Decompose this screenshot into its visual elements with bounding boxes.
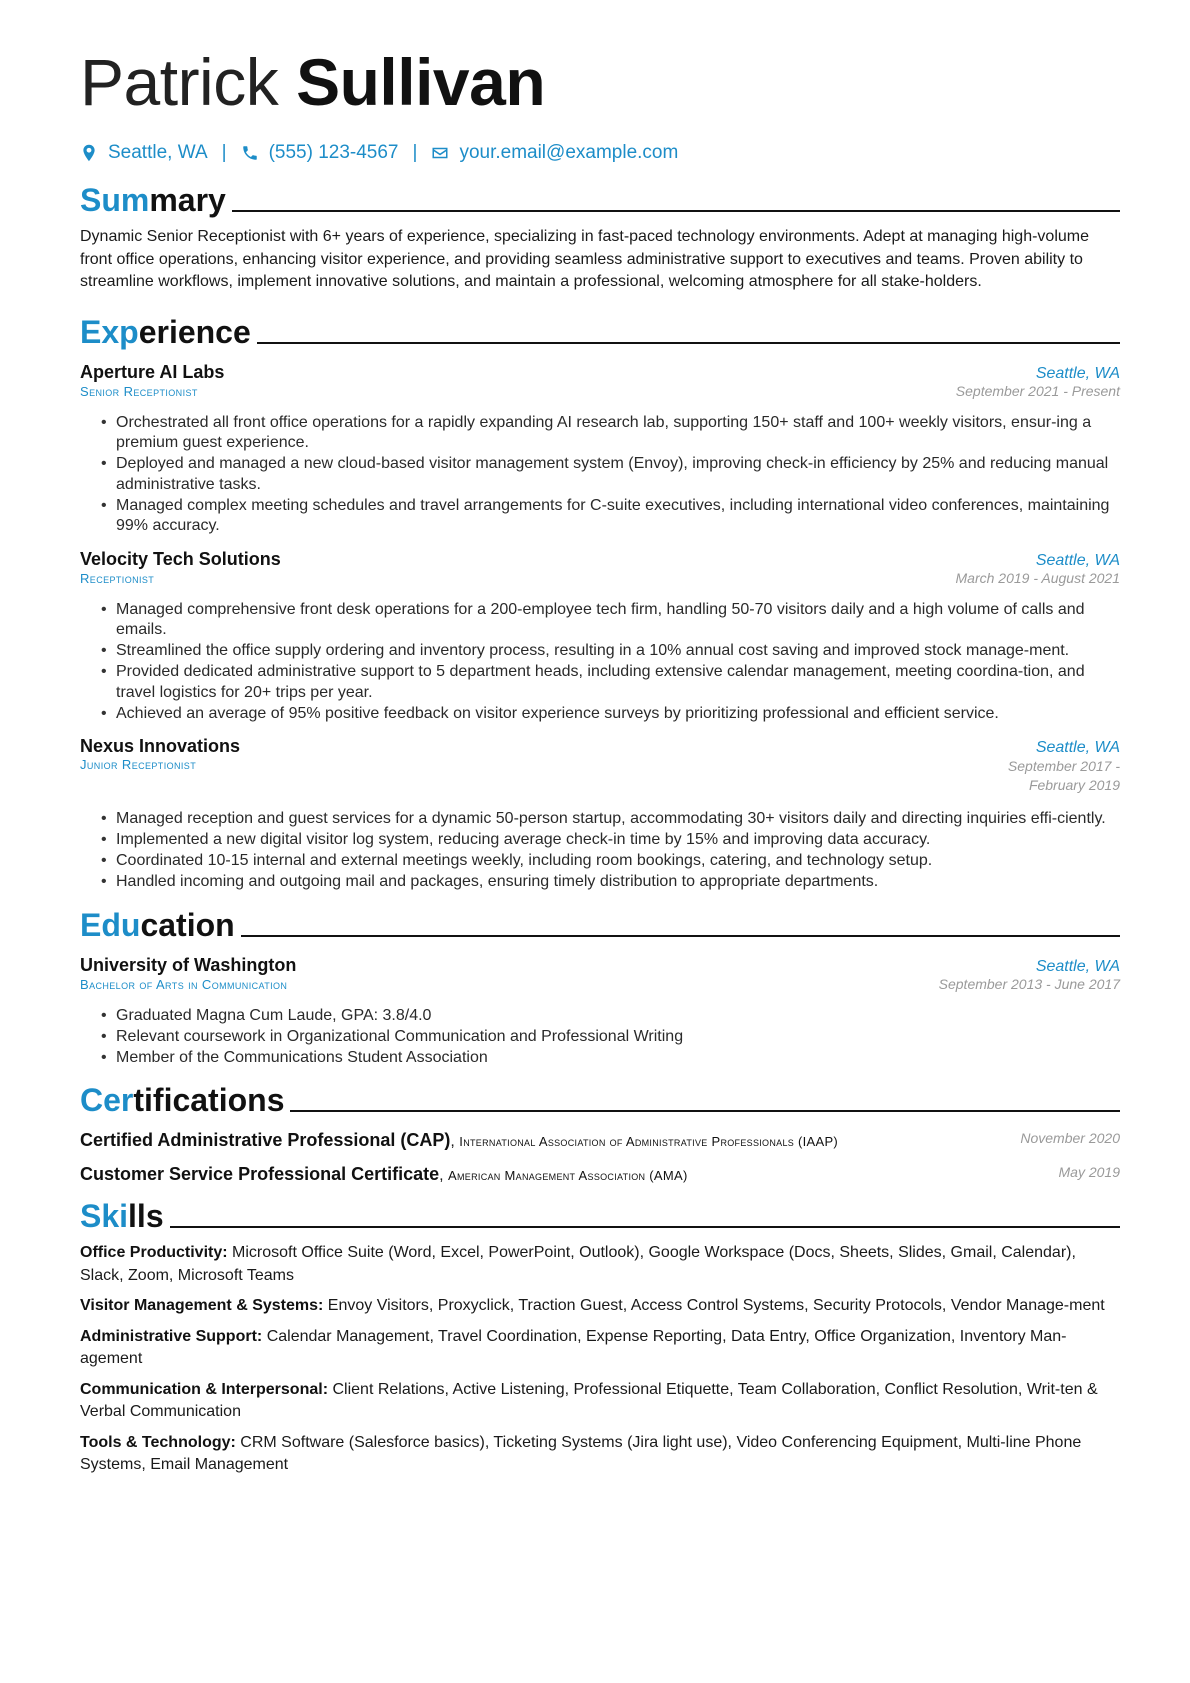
section-rule [257, 342, 1120, 344]
section-title: Experience [80, 313, 251, 350]
skill-value: Client Relations, Active Listening, Professional Etiquette, Team Collaboration, Conflict Resolution, Writ-ten & Verbal Communication [80, 1380, 1098, 1420]
skill-row [80, 1432, 1120, 1477]
last-name: Sullivan [296, 45, 546, 119]
skill-label: Office Productivity: [80, 1244, 228, 1261]
section-title: Skills [80, 1198, 164, 1234]
job-entry [80, 362, 1120, 537]
phone-icon [241, 144, 259, 162]
contact-separator: | [221, 142, 227, 163]
skill-row [80, 1295, 1120, 1318]
job-bullets [80, 600, 1120, 725]
certification-issuer: International Association of Administrative Professionals (IAAP) [459, 1134, 839, 1149]
first-name: Patrick [80, 45, 279, 119]
certification-name: Customer Service Professional Certificate [80, 1164, 440, 1184]
contact-separator: | [412, 142, 418, 163]
job-entry [80, 736, 1120, 893]
skill-label: Administrative Support: [80, 1327, 263, 1345]
section-title: Certifications [80, 1082, 285, 1118]
job-dates: September 2017 - February 2019 [1007, 758, 1120, 793]
bullet-item: • Member of the Communications Student Association [116, 1048, 1120, 1069]
section-summary-header [80, 178, 1120, 218]
certification-item: Certified Administrative Professional (CAP), International Association of Administrative Professionals (IAAP) November 2020 [80, 1130, 1120, 1150]
bullet-item: • Streamlined the office supply ordering and inventory process, resulting in a 10% annual cost saving and improved stock manage-ment. [116, 641, 1120, 662]
section-rule [170, 1226, 1120, 1228]
school-location: Seattle, WA [1035, 957, 1120, 975]
skill-label: Visitor Management & Systems: [80, 1297, 324, 1314]
job-dates: September 2021 - Present [955, 382, 1120, 399]
job-entry [80, 549, 1120, 725]
company-name: Velocity Tech Solutions [80, 548, 281, 569]
education-dates: September 2013 - June 2017 [938, 975, 1120, 992]
envelope-icon [431, 144, 449, 162]
skill-row [80, 1242, 1120, 1287]
skill-value: Microsoft Office Suite (Word, Excel, PowerPoint, Outlook), Google Workspace (Docs, Sheets, Slides, Gmail, Calendar), Slack, Zoom, Microsoft Teams [80, 1244, 1076, 1284]
certification-name: Certified Administrative Professional (CAP) [80, 1130, 451, 1150]
contact-email[interactable] [431, 142, 678, 164]
summary-text: Dynamic Senior Receptionist with 6+ years of experience, specializing in fast-paced technology environments. Adept at managing high-volume front office operations, enhancing visitor experience, and providing seamless administrative support to executives and teams. Proven ability to streamline workflows, implement innovative solutions, and maintain a professional, welcoming atmosphere for all stake-holders. [80, 228, 1089, 290]
bullet-item: • Managed comprehensive front desk operations for a 200-employee tech firm, handling 50-70 visitors daily and a high volume of calls and emails. [116, 600, 1120, 641]
section-rule [232, 210, 1120, 212]
bullet-item: • Coordinated 10-15 internal and external meetings weekly, including room bookings, catering, and technology setup. [116, 851, 1120, 872]
job-title: Senior Receptionist [80, 383, 198, 399]
contact-location [80, 142, 208, 164]
email-text: your.email@example.com [459, 142, 679, 163]
certification-issuer: American Management Association (AMA) [448, 1168, 688, 1183]
bullet-item: • Graduated Magna Cum Laude, GPA: 3.8/4.0 [116, 1006, 1120, 1027]
job-bullets [80, 809, 1120, 893]
job-dates: March 2019 - August 2021 [955, 569, 1120, 586]
section-certifications-header [80, 1078, 1120, 1118]
company-name: Nexus Innovations [80, 736, 241, 756]
school-name: University of Washington [80, 954, 297, 975]
education-entry [80, 955, 1120, 1069]
skill-value: Envoy Visitors, Proxyclick, Traction Guest, Access Control Systems, Security Protocols, Vendor Manage-ment [327, 1297, 1105, 1314]
certification-item: Customer Service Professional Certificate, American Management Association (AMA) May 2019 [80, 1164, 1120, 1184]
contact-phone[interactable] [241, 142, 399, 164]
section-education-header [80, 903, 1120, 943]
certification-date: May 2019 [1058, 1164, 1120, 1180]
phone-text: (555) 123-4567 [268, 142, 399, 163]
bullet-item: • Relevant coursework in Organizational Communication and Professional Writing [116, 1027, 1120, 1048]
bullet-item: • Handled incoming and outgoing mail and packages, ensuring timely distribution to appropriate departments. [116, 872, 1120, 893]
bullet-item: • Managed reception and guest services for a dynamic 50-person startup, accommodating 30+ visitors daily and directing inquiries effi-ciently. [116, 809, 1120, 830]
job-title: Junior Receptionist [80, 757, 197, 772]
job-title: Receptionist [80, 570, 155, 586]
education-bullets [80, 1006, 1120, 1069]
skill-value: Calendar Management, Travel Coordination, Expense Reporting, Data Entry, Office Organization, Inventory Man-agement [80, 1327, 1067, 1367]
location-text: Seattle, WA [108, 142, 208, 163]
skill-row [80, 1379, 1120, 1424]
contact-bar [80, 142, 1120, 164]
candidate-name [80, 44, 1120, 120]
bullet-item: • Achieved an average of 95% positive feedback on visitor experience surveys by prioritizing professional and efficient service. [116, 704, 1120, 725]
job-location: Seattle, WA [1035, 551, 1120, 569]
certification-date: November 2020 [1020, 1130, 1120, 1146]
degree-title: Bachelor of Arts in Communication [80, 976, 288, 992]
section-title: Summary [80, 182, 226, 218]
skill-label: Tools & Technology: [80, 1433, 236, 1451]
section-rule [241, 935, 1120, 937]
skill-row [80, 1326, 1120, 1371]
skill-value: CRM Software (Salesforce basics), Ticketing Systems (Jira light use), Video Conferencing Equipment, Multi-line Phone Systems, Email Management [80, 1433, 1082, 1473]
job-bullets [80, 413, 1120, 537]
job-location: Seattle, WA [1035, 739, 1120, 756]
bullet-item: • Orchestrated all front office operations for a rapidly expanding AI research lab, supporting 150+ staff and 100+ weekly visitors, ensur-ing a premium guest experience. [116, 413, 1120, 454]
section-experience-header [80, 310, 1120, 350]
company-name: Aperture AI Labs [80, 361, 225, 382]
bullet-item: • Provided dedicated administrative support to 5 department heads, including extensive calendar management, meeting coordina-tion, and travel logistics for 20+ trips per year. [116, 662, 1120, 703]
bullet-item: • Implemented a new digital visitor log system, reducing average check-in time by 15% and improving data accuracy. [116, 830, 1120, 851]
job-location: Seattle, WA [1035, 364, 1120, 382]
map-pin-icon [80, 144, 98, 162]
bullet-item: • Deployed and managed a new cloud-based visitor management system (Envoy), improving check-in efficiency by 25% and reducing manual administrative tasks. [116, 454, 1120, 495]
section-title: Education [80, 906, 235, 943]
bullet-item: • Managed complex meeting schedules and travel arrangements for C-suite executives, including international video conferences, maintaining 99% accuracy. [116, 496, 1120, 537]
section-rule [290, 1110, 1120, 1112]
skill-label: Communication & Interpersonal: [80, 1380, 329, 1398]
section-skills-header [80, 1194, 1120, 1234]
